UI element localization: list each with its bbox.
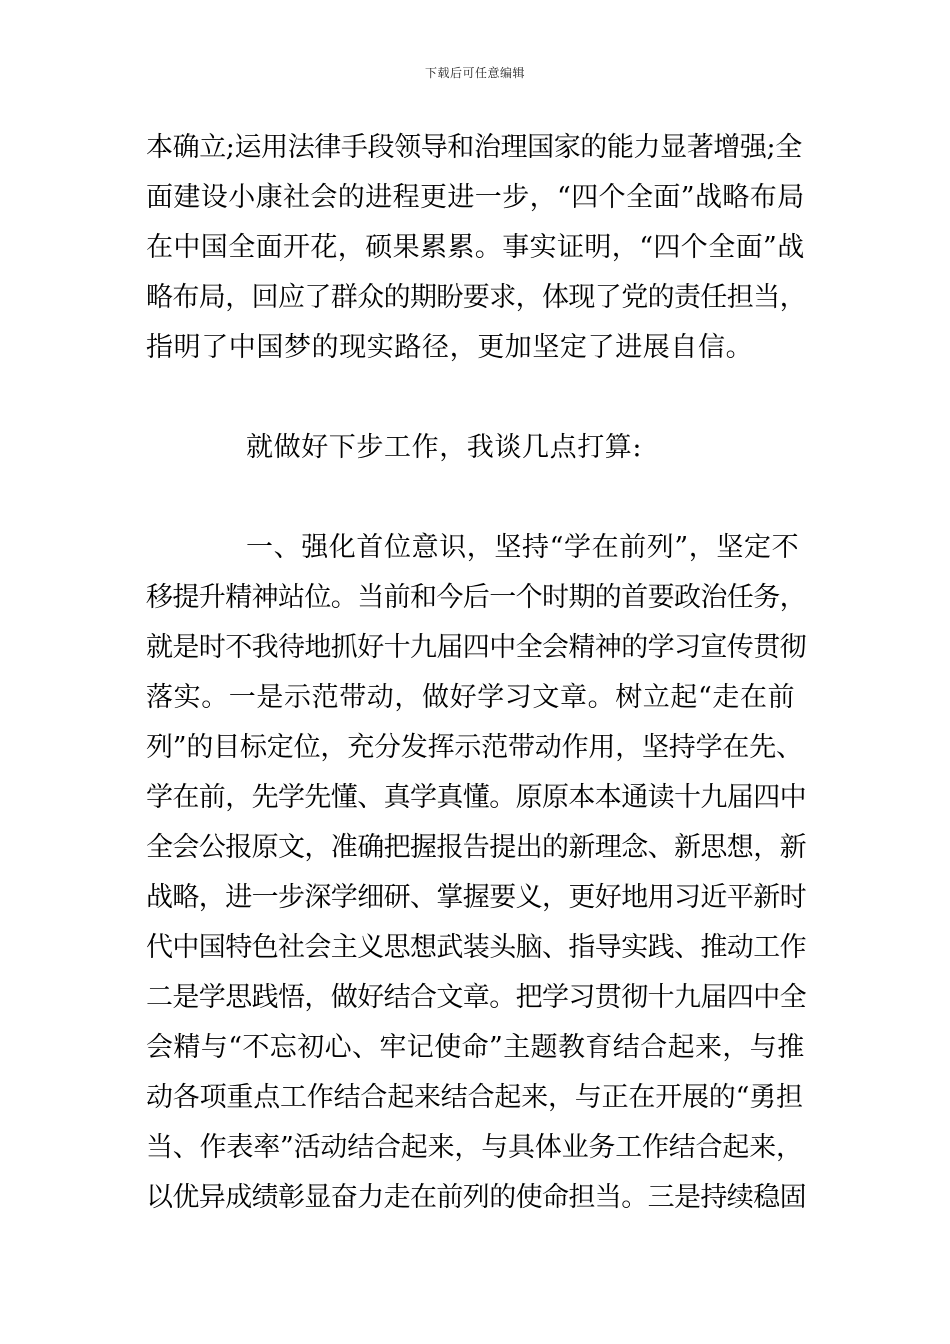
text-line: 当、作表率”活动结合起来，与具体业务工作结合起来， xyxy=(146,1132,803,1163)
text-line: 在中国全面开花，硕果累累。事实证明，“四个全面”战 xyxy=(146,232,805,263)
text-line: 就做好下步工作，我谈几点打算: xyxy=(246,432,643,463)
text-line: 二是学思践悟，做好结合文章。把学习贯彻十九届四中全 xyxy=(146,982,806,1013)
text-line: 指明了中国梦的现实路径，更加坚定了进展自信。 xyxy=(146,332,754,363)
page-header: 下载后可任意编辑 xyxy=(424,66,525,80)
text-line: 代中国特色社会主义思想武装头脑、指导实践、推动工作 xyxy=(146,932,806,963)
text-line: 略布局，回应了群众的期盼要求，体现了党的责任担当， xyxy=(146,282,806,313)
text-line: 落实。一是示范带动，做好学习文章。树立起“走在前 xyxy=(146,682,796,713)
text-line: 面建设小康社会的进程更进一步，“四个全面”战略布局 xyxy=(146,182,805,213)
text-line: 会精与“不忘初心、牢记使命”主题教育结合起来，与推 xyxy=(146,1032,805,1063)
text-line: 学在前，先学先懂、真学真懂。原原本本通读十九届四中 xyxy=(146,782,806,813)
text-line: 动各项重点工作结合起来结合起来，与正在开展的“勇担 xyxy=(146,1082,803,1113)
text-line: 列”的目标定位，充分发挥示范带动作用，坚持学在先、 xyxy=(146,732,803,763)
text-line: 全会公报原文，准确把握报告提出的新理念、新思想，新 xyxy=(146,832,806,863)
text-line: 就是时不我待地抓好十九届四中全会精神的学习宣传贯彻 xyxy=(146,632,806,663)
text-line: 移提升精神站位。当前和今后一个时期的首要政治任务， xyxy=(146,582,806,613)
text-line: 本确立;运用法律手段领导和治理国家的能力显著增强;全 xyxy=(146,132,802,163)
text-line: 一、强化首位意识，坚持“学在前列”，坚定不 xyxy=(246,532,800,563)
text-line: 战略，进一步深学细研、掌握要义，更好地用习近平新时 xyxy=(146,882,806,913)
text-line: 以优异成绩彰显奋力走在前列的使命担当。三是持续稳固 xyxy=(146,1182,806,1213)
